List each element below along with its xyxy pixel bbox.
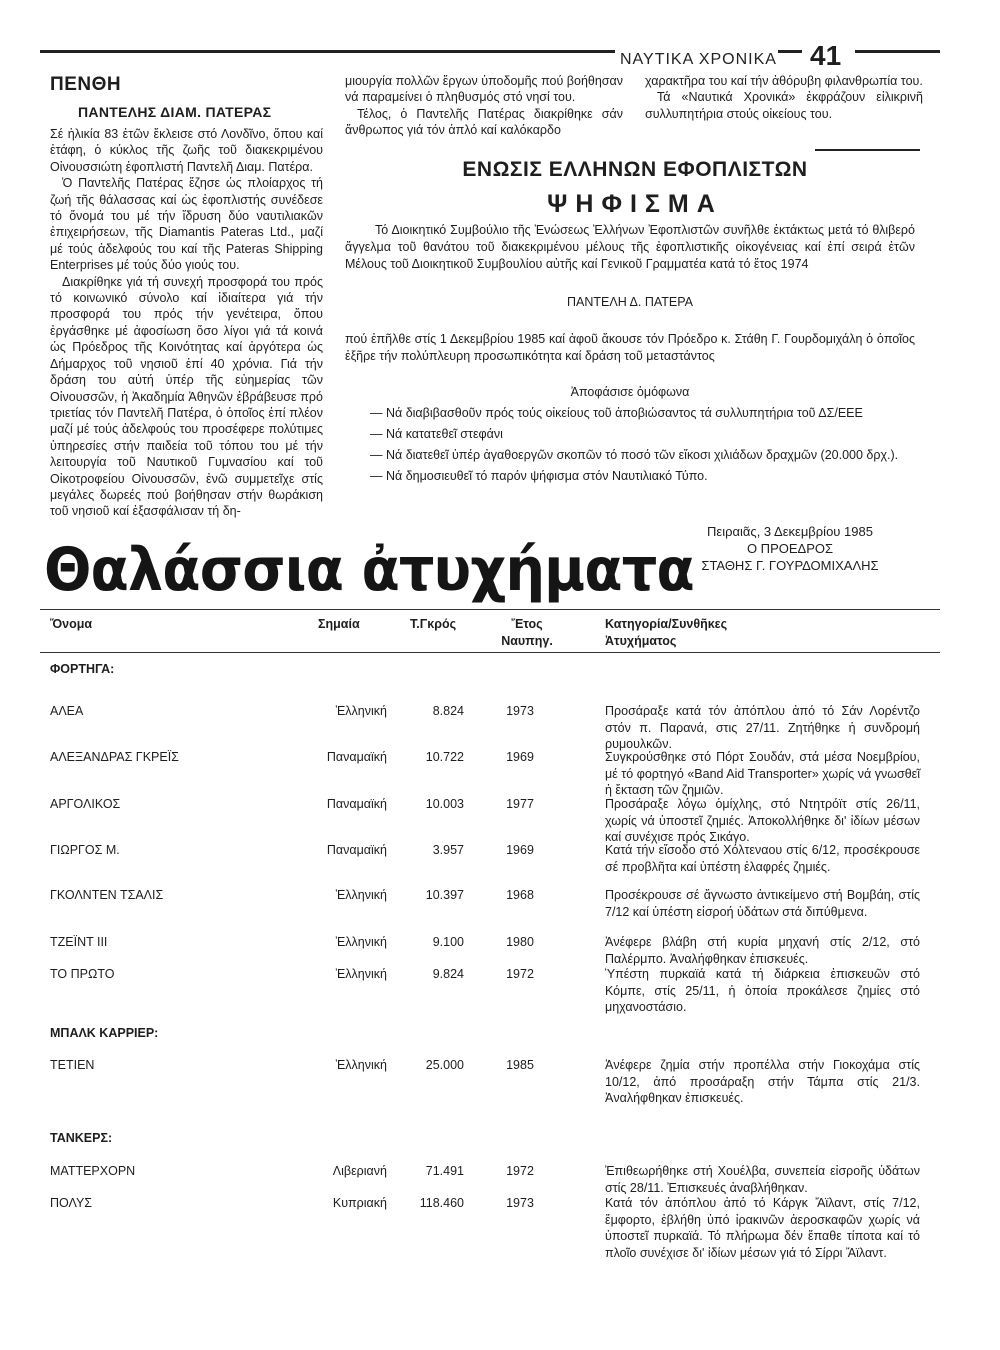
table-row-flag: Ἑλληνική <box>335 888 387 902</box>
table-row-gt: 8.824 <box>432 704 464 718</box>
column-header-gt: Τ.Γκρός <box>410 617 457 631</box>
table-row-year: 1977 <box>506 797 534 811</box>
table-row-name: ΜΑΤΤΕΡΧΟΡΝ <box>50 1164 136 1178</box>
table-row-desc: Ἐπιθεωρήθηκε στή Χουέλβα, συνεπεία εἰσροῆς ὑδάτων στίς 28/11. Ἐπισκευές ἀναβλήθηκαν. <box>605 1164 920 1195</box>
category-bulk-carrier: ΜΠΑΛΚ ΚΑΡΡΙΕΡ: <box>50 1026 159 1040</box>
casualties-headline: Θαλάσσια ἀτυχήματα <box>44 535 694 605</box>
table-row-year: 1973 <box>506 704 534 718</box>
table-row-gt: 10.003 <box>425 797 464 811</box>
resolution-item: — Νά δημοσιευθεῖ τό παρόν ψήφισμα στόν Ναυτιλιακό Τύπο. <box>370 469 708 483</box>
obituary-column-2 <box>345 73 623 139</box>
table-row-gt: 3.957 <box>432 843 464 857</box>
resolution-person-block <box>345 294 915 311</box>
table-row-gt: 25.000 <box>425 1058 464 1072</box>
table-row-name: ΑΡΓΟΛΙΚΟΣ <box>50 797 121 811</box>
resolution-decided: Ἀποφάσισε ὁμόφωνα <box>570 385 690 399</box>
table-row-name: ΤΖΕΪΝΤ ΙΙΙ <box>50 935 108 949</box>
table-row-gt: 118.460 <box>419 1196 464 1210</box>
category-cargo: ΦΟΡΤΗΓΑ: <box>50 662 115 676</box>
table-row-desc: Κατά τόν ἀπόπλου ἀπό τό Κάργκ Ἄϊλαντ, στίς 7/12, ἔμφορτο, ἐβλήθη ὑπό ἰρακινῶν ἀεροσκαφῶν χωρίς νά ὑποστεῖ πυρκαϊά. Τό πλήρωμα δέν ἔπαθε τίποτα καί τό πλοῖο συνέχισε δι' ἰδίων μέσων γιά τό Σίρρι Ἄϊλαντ. <box>605 1196 920 1260</box>
header-rule-right <box>855 50 940 53</box>
section-title: ΠΕΝΘΗ <box>50 74 122 95</box>
table-row-name: ΤΟ ΠΡΩΤΟ <box>50 967 115 981</box>
obituary-paragraph: Σέ ἡλικία 83 ἐτῶν ἔκλεισε στό Λονδῖνο, ὅπου καί ἐτάφη, ὁ κύκλος τῆς ζωῆς τοῦ διακεκριμένου Οἰνουσσιώτη ἐφοπλιστή Παντελῆ Διαμ. Πατέρα. <box>50 127 323 174</box>
table-row-flag: Λιβεριανή <box>332 1164 387 1178</box>
table-row-desc: Ὑπέστη πυρκαϊά κατά τή διάρκεια ἐπισκευῶν στό Κόμπε, στίς 25/11, ἡ ὁποία προκάλεσε ζημίες στό μηχανοστάσιο. <box>605 967 920 1014</box>
obituary-paragraph: Τέλος, ὁ Παντελῆς Πατέρας διακρίθηκε σάν ἄνθρωπος γιά τόν ἁπλό καί καλόκαρδο <box>345 106 623 138</box>
table-row-year: 1969 <box>506 750 534 764</box>
table-row-name: ΤΕΤΙΕΝ <box>50 1058 95 1072</box>
table-row-year: 1972 <box>506 967 534 981</box>
table-row-gt: 9.100 <box>432 935 464 949</box>
table-row-name: ΠΟΛΥΣ <box>50 1196 93 1210</box>
column-header-year: Ἔτος Ναυπηγ. <box>501 617 553 648</box>
table-row-flag: Ἑλληνική <box>335 935 387 949</box>
obituary-paragraph: Διακρίθηκε γιά τή συνεχή προσφορά του πρός τό κοινωνικό σύνολο καί ἰδιαίτερα γιά τήν προσφορά του πρός τήν γενέτειρα, ὅπου ἐργάσθηκε μέ ἀφοσίωση ὅσο λίγοι γιά τά κοινά ὡς Πρόεδρος τῆς Κοινότητας καί ἀργότερα ὡς Δήμαρχος τοῦ νησιοῦ ἐπί 40 χρόνια. Γιά τήν δράση του αὐτή ὑπέρ τῆς εὐημερίας τῶν Οἰνουσσῶν, ἡ Ἀκαδημία Ἀθηνῶν ἐβράβευσε πρό τριετίας τόν Παντελῆ Πατέρα, ὁ ὁποῖος ἐπί πλέον μαζί μέ τούς ἀδελφούς του προσέφερε πολύτιμες ὑπηρεσίες στήν παιδεία τοῦ τόπου του μέ τήν λειτουργία τοῦ Ναυτικοῦ Γυμνασίου καί τοῦ Οἰκοτροφείου Οἰνουσσῶν, ἐνῶ συμμετεῖχε στίς μεγάλες δωρεές πού βοήθησαν στήν θωράκιση τοῦ νησιοῦ καί ἐξασφάλισαν τή δη- <box>50 274 323 519</box>
column-header-flag: Σημαία <box>318 617 360 631</box>
table-row-year: 1985 <box>506 1058 534 1072</box>
resolution-intro: Τό Διοικητικό Συμβούλιο τῆς Ἑνώσεως Ἑλλήνων Ἐφοπλιστῶν συνῆλθε ἐκτάκτως μετά τό θλιβερό ἄγγελμα τοῦ θανάτου τοῦ διακεκριμένου μέλους τῆς ἐφοπλιστικῆς οἰκογένειας καί ἐπί σειρά ἐτῶν Μέλους τοῦ Διοικητικοῦ Συμβουλίου αὐτῆς καί Γενικοῦ Γραμματέα κατά τό ἔτος 1974 <box>345 223 915 271</box>
column-end-rule <box>815 149 920 151</box>
resolution-org: ΕΝΩΣΙΣ ΕΛΛΗΝΩΝ ΕΦΟΠΛΙΣΤΩΝ <box>462 158 808 181</box>
table-row-flag: Ἑλληνική <box>335 1058 387 1072</box>
resolution-item: — Νά κατατεθεῖ στεφάνι <box>370 427 503 441</box>
header-rule-mid <box>778 50 802 53</box>
obituary-paragraph: Τά «Ναυτικά Χρονικά» ἐκφράζουν εἰλικρινῆ συλλυπητήρια στούς οἰκείους του. <box>645 90 923 121</box>
table-row-gt: 71.491 <box>425 1164 464 1178</box>
table-row-name: ΓΙΩΡΓΟΣ Μ. <box>50 843 120 857</box>
table-row-desc: Προσέκρουσε σέ ἄγνωστο ἀντικείμενο στή Βομβάη, στίς 7/12 καί ὑπέστη εἰσροή ὑδάτων στά διπύθμενα. <box>605 888 920 919</box>
obituary-paragraph: μιουργία πολλῶν ἔργων ὑποδομῆς πού βοήθησαν νά παραμείνει ὁ πληθυσμός στό νησί του. <box>345 74 623 105</box>
table-row-year: 1968 <box>506 888 534 902</box>
table-row-gt: 10.397 <box>425 888 464 902</box>
table-row-flag: Ἑλληνική <box>335 704 387 718</box>
resolution-decided-block <box>345 384 915 401</box>
signature-role: Ο ΠΡΟΕΔΡΟΣ <box>746 541 834 556</box>
table-row-desc: Συγκρούσθηκε στό Πόρτ Σουδάν, στά μέσα Νοεμβρίου, μέ τό φορτηγό «Band Aid Transporter» χωρίς νά γνωσθεῖ ἡ ἔκταση τῶν ζημιῶν. <box>605 750 920 797</box>
table-row-flag: Κυπριακή <box>332 1196 387 1210</box>
table-header-rule <box>40 652 940 653</box>
table-row-gt: 10.722 <box>425 750 464 764</box>
resolution-item: — Νά διατεθεῖ ὑπέρ ἀγαθοεργῶν σκοπῶν τό ποσό τῶν εἴκοσι χιλιάδων δραχμῶν (20.000 δρχ.). <box>370 448 899 462</box>
table-row-desc: Προσάραξε κατά τόν ἀπόπλου ἀπό τό Σάν Λορέντζο στόν π. Παρανά, στις 27/11. Ζητήθηκε ἡ συνδρομή ρυμουλκῶν. <box>605 704 920 751</box>
table-row-desc: Ἀνέφερε βλάβη στή κυρία μηχανή στίς 2/12, στό Παλέρμπο. Ἀναλήφθηκαν ἐπισκευές. <box>605 935 920 966</box>
resolution-item: — Νά διαβιβασθοῦν πρός τούς οἰκείους τοῦ ἀποβιώσαντος τά συλλυπητήρια τοῦ ΔΣ/ΕΕΕ <box>370 406 863 420</box>
resolution-items <box>370 405 915 485</box>
obituary-column-1 <box>50 126 323 520</box>
table-row-desc: Ἀνέφερε ζημία στήν προπέλλα στήν Γιοκοχάμα στίς 10/12, ἀπό προσάραξη στήν Τάμπα στίς 21/3. Ἀναλήφθηκαν ἐπισκευές. <box>605 1058 920 1105</box>
column-header-desc: Κατηγορία/Συνθῆκες Ἀτυχήματος <box>605 617 728 648</box>
obituary-paragraph: Ὁ Παντελῆς Πατέρας ἔζησε ὡς πλοίαρχος τή ζωή τῆς θάλασσας καί ὡς ἐφοπλιστής συνέδεσε τό ὄνομά του μέ τήν ἵδρυση δύο ναυτιλιακῶν ἐπιχειρήσεων, τῆς Diamantis Pateras Ltd., μαζί μέ τούς ἀδελφούς του καί τῆς Pateras Shipping Enterprises μέ τούς δύο γιούς του. <box>50 176 323 273</box>
table-top-rule <box>40 609 940 610</box>
table-row-gt: 9.824 <box>432 967 464 981</box>
table-row-desc: Προσάραξε λόγω ὁμίχλης, στό Ντητρόϊτ στίς 26/11, χωρίς νά ὑποστεῖ ζημιές. Ἀποκολλήθηκε δι' ἰδίων μέσων καί συνέχισε πρός Σικάγο. <box>605 797 920 844</box>
resolution-intro-block <box>345 222 915 273</box>
signature-place-date: Πειραιᾶς, 3 Δεκεμβρίου 1985 <box>707 524 873 539</box>
obituary-paragraph: χαρακτῆρα του καί τήν ἀθόρυβη φιλανθρωπία του. <box>645 74 923 88</box>
table-row-year: 1980 <box>506 935 534 949</box>
signature-name: ΣΤΑΘΗΣ Γ. ΓΟΥΡΔΟΜΙΧΑΛΗΣ <box>701 558 879 573</box>
resolution-context-block <box>345 331 915 365</box>
resolution-person: ΠΑΝΤΕΛΗ Δ. ΠΑΤΕΡΑ <box>567 295 693 309</box>
table-row-name: ΑΛΕΞΑΝΔΡΑΣ ΓΚΡΕΪΣ <box>50 750 179 764</box>
column-header-name: Ὄνομα <box>50 617 93 631</box>
table-row-flag: Παναμαϊκή <box>326 843 387 857</box>
obituary-name: ΠΑΝΤΕΛΗΣ ΔΙΑΜ. ΠΑΤΕΡΑΣ <box>78 104 272 120</box>
table-row-flag: Ἑλληνική <box>335 967 387 981</box>
resolution-context: πού ἐπῆλθε στίς 1 Δεκεμβρίου 1985 καί ἀφοῦ ἄκουσε τόν Πρόεδρο κ. Στάθη Γ. Γουρδομιχάλη ὁ ὁποῖος ἐξῆρε τήν πολύπλευρη προσωπικότητα καί δράση τοῦ μεταστάντος <box>345 332 915 363</box>
header-rule-left <box>40 50 615 53</box>
table-row-name: ΑΛΕΑ <box>50 704 84 718</box>
table-row-desc: Κατά τήν εἴσοδο στό Χόλτεναου στίς 6/12, προσέκρουσε σέ προβλῆτα καί ὑπέστη ἐλαφρές ζημιές. <box>605 843 920 874</box>
table-row-flag: Παναμαϊκή <box>326 750 387 764</box>
table-row-year: 1972 <box>506 1164 534 1178</box>
page-number: 41 <box>810 40 842 71</box>
running-title: ΝΑΥΤΙΚΑ ΧΡΟΝΙΚΑ <box>620 51 777 68</box>
resolution-title: ΨΗΦΙΣΜΑ <box>547 190 723 218</box>
table-row-name: ΓΚΟΛΝΤΕΝ ΤΣΑΛΙΣ <box>50 888 164 902</box>
table-row-flag: Παναμαϊκή <box>326 797 387 811</box>
table-row-year: 1973 <box>506 1196 534 1210</box>
obituary-column-3 <box>645 73 923 122</box>
table-row-year: 1969 <box>506 843 534 857</box>
category-tankers: ΤΑΝΚΕΡΣ: <box>50 1131 113 1145</box>
